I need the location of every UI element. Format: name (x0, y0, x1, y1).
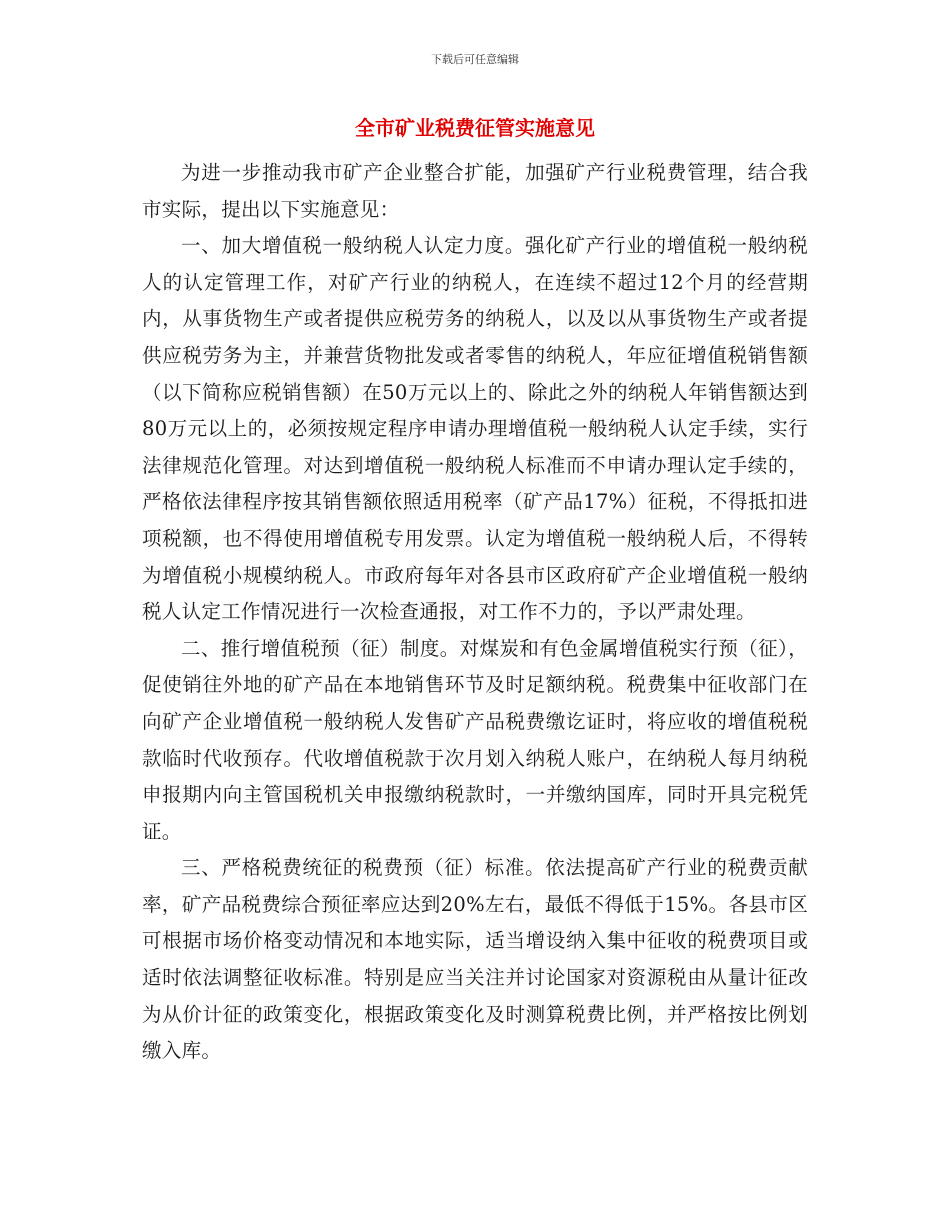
document-title: 全市矿业税费征管实施意见 (355, 116, 595, 140)
page-header-note: 下载后可任意编辑 (431, 53, 519, 66)
paragraph-section-1: 一、加大增值税一般纳税人认定力度。强化矿产行业的增值税一般纳税人的认定管理工作，对矿产行业的纳税人，在连续不超过12个月的经营期内，从事货物生产或者提供应税劳务的纳税人，以及以从事货物生产或者提供应税劳务为主，并兼营货物批发或者零售的纳税人，年应征增值税销售额（以下简称应税销售额）在50万元以上的、除此之外的纳税人年销售额达到80万元以上的，必须按规定程序申请办理增值税一般纳税人认定手续，实行法律规范化管理。对达到增值税一般纳税人标准而不申请办理认定手续的，严格依法律程序按其销售额依照适用税率（矿产品17%）征税，不得抵扣进项税额，也不得使用增值税专用发票。认定为增值税一般纳税人后，不得转为增值税小规模纳税人。市政府每年对各县市区政府矿产企业增值税一般纳税人认定工作情况进行一次检查通报，对工作不力的，予以严肃处理。 (142, 234, 808, 624)
document-body (142, 155, 808, 1070)
paragraph-section-2: 二、推行增值税预（征）制度。对煤炭和有色金属增值税实行预（征），促使销往外地的矿产品在本地销售环节及时足额纳税。税费集中征收部门在向矿产企业增值税一般纳税人发售矿产品税费缴讫证时，将应收的增值税税款临时代收预存。代收增值税款于次月划入纳税人账户，在纳税人每月纳税申报期内向主管国税机关申报缴纳税款时，一并缴纳国库，同时开具完税凭证。 (142, 636, 808, 843)
paragraph-intro: 为进一步推动我市矿产企业整合扩能，加强矿产行业税费管理，结合我市实际，提出以下实施意见： (142, 161, 808, 221)
paragraph-section-3: 三、严格税费统征的税费预（征）标准。依法提高矿产行业的税费贡献率，矿产品税费综合预征率应达到20%左右，最低不得低于15%。各县市区可根据市场价格变动情况和本地实际，适当增设纳入集中征收的税费项目或适时依法调整征收标准。特别是应当关注并讨论国家对资源税由从量计征改为从价计征的政策变化，根据政策变化及时测算税费比例，并严格按比例划缴入库。 (142, 856, 808, 1063)
